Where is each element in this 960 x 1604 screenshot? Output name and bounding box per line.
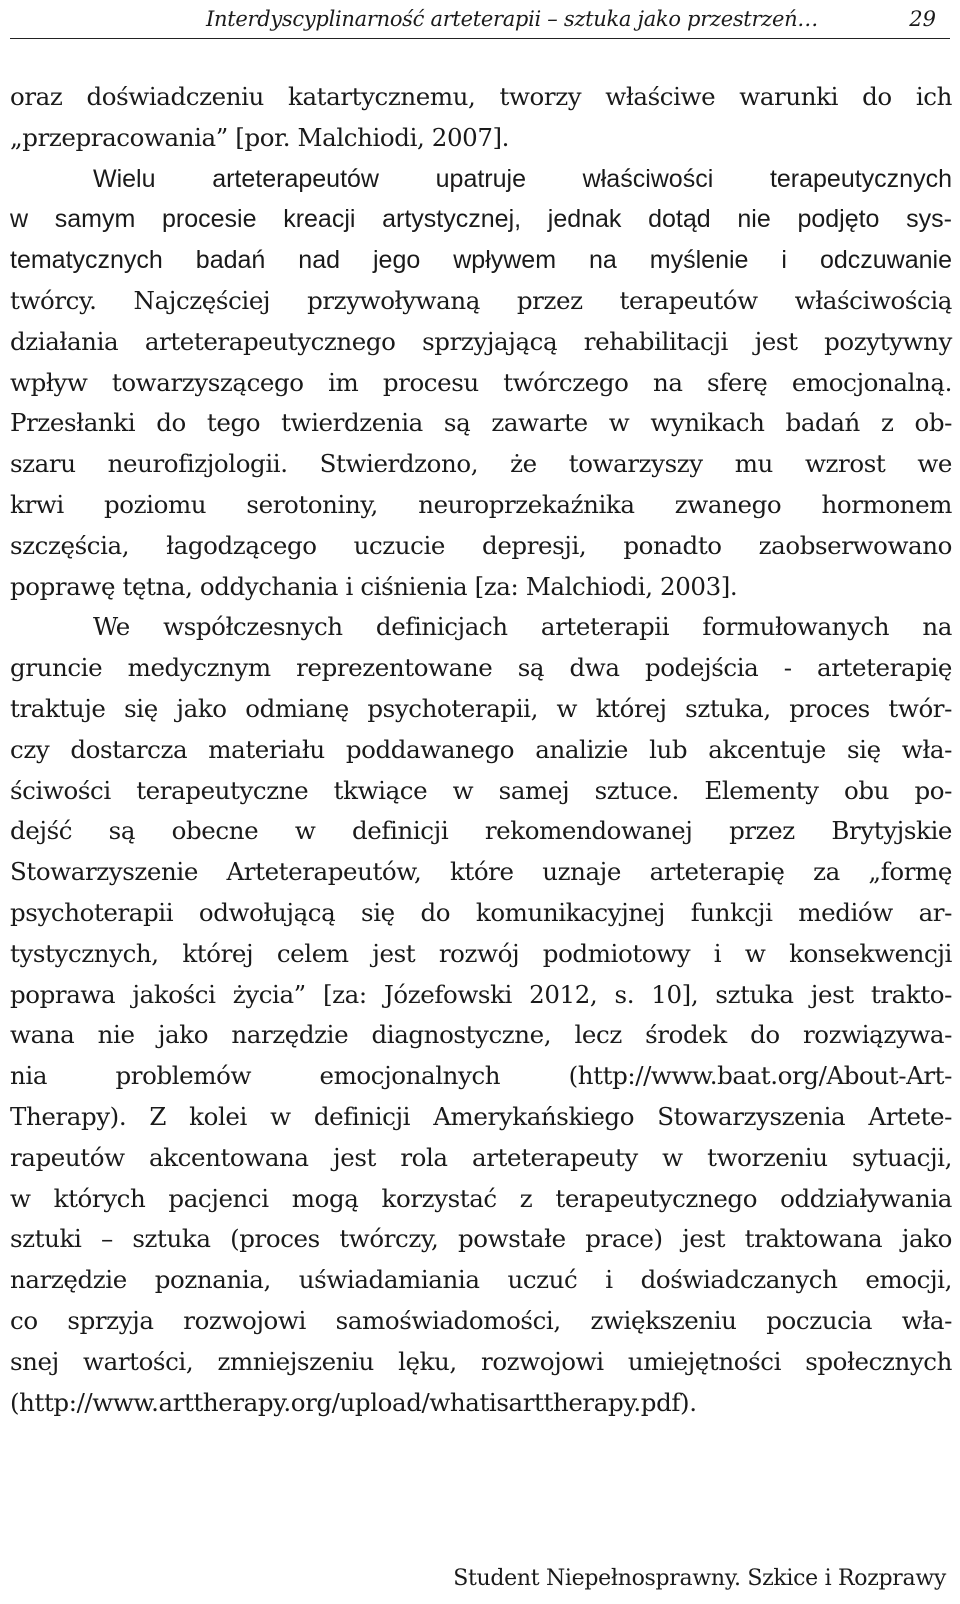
text-line: (http://www.arttherapy.org/upload/whatisarttherapy.pdf).	[10, 1387, 697, 1417]
text-line: wana nie jako narzędzie diagnostyczne, lecz środek do rozwiązywa-	[10, 1020, 952, 1050]
text-line: dejść są obecne w definicji rekomendowanej przez Brytyjskie	[10, 816, 952, 846]
text-line: tystycznych, której celem jest rozwój podmiotowy i w konsekwencji	[10, 938, 952, 968]
text-line: krwi poziomu serotoniny, neuroprzekaźnika zwanego hormonem	[10, 489, 952, 519]
text-line: czy dostarcza materiału poddawanego analizie lub akcentuje się wła-	[10, 734, 952, 764]
page-number: 29	[909, 7, 936, 31]
running-header	[10, 4, 950, 39]
text-line: w których pacjenci mogą korzystać z terapeutycznego oddziaływania	[10, 1183, 952, 1213]
text-line: działania arteterapeutycznego sprzyjającą rehabilitacji jest pozytywny	[10, 326, 952, 356]
paragraph-start-line: We współczesnych definicjach arteterapii formułowanych na	[93, 612, 952, 642]
text-line: Stowarzyszenie Arteterapeutów, które uznaje arteterapię za „formę	[10, 857, 952, 887]
text-line: twórcy. Najczęściej przywoływaną przez terapeutów właściwością	[10, 285, 952, 315]
text-line: rapeutów akcentowana jest rola arteterapeuty w tworzeniu sytuacji,	[10, 1142, 952, 1172]
text-line: poprawa jakości życia” [za: Józefowski 2012, s. 10], sztuka jest trakto-	[10, 979, 952, 1009]
text-line: Therapy). Z kolei w definicji Amerykańskiego Stowarzyszenia Artete-	[10, 1101, 952, 1131]
text-line: tematycznych badań nad jego wpływem na myślenie i odczuwanie	[10, 246, 952, 275]
text-line: traktuje się jako odmianę psychoterapii, w której sztuka, proces twór-	[10, 693, 952, 723]
text-line: ściwości terapeutyczne tkwiące w samej sztuce. Elementy obu po-	[10, 775, 952, 805]
body-text	[10, 77, 952, 1423]
text-line: co sprzyja rozwojowi samoświadomości, zwiększeniu poczucia wła-	[10, 1305, 952, 1335]
text-line: w samym procesie kreacji artystycznej, jednak dotąd nie podjęto sys-	[10, 205, 952, 234]
text-line: narzędzie poznania, uświadamiania uczuć i doświadczanych emocji,	[10, 1265, 952, 1295]
text-line: szczęścia, łagodzącego uczucie depresji, ponadto zaobserwowano	[10, 530, 952, 560]
text-line: gruncie medycznym reprezentowane są dwa podejścia - arteterapię	[10, 653, 952, 683]
text-line: szaru neurofizjologii. Stwierdzono, że towarzyszy mu wzrost we	[10, 449, 952, 479]
text-line: Przesłanki do tego twierdzenia są zawarte w wynikach badań z ob-	[10, 408, 952, 438]
paragraph-start-line: Wielu arteterapeutów upatruje właściwości terapeutycznych	[93, 164, 952, 193]
text-line: wpływ towarzyszącego im procesu twórczego na sferę emocjonalną.	[10, 367, 952, 397]
running-footer: Student Niepełnosprawny. Szkice i Rozprawy	[453, 1566, 946, 1591]
text-line: sztuki – sztuka (proces twórczy, powstałe prace) jest traktowana jako	[10, 1224, 952, 1254]
text-line: nia problemów emocjonalnych (http://www.baat.org/About-Art-	[10, 1061, 952, 1091]
text-line: poprawę tętna, oddychania i ciśnienia [za: Malchiodi, 2003].	[10, 571, 738, 601]
text-line: oraz doświadczeniu katartycznemu, tworzy właściwe warunki do ich	[10, 82, 952, 111]
text-line: snej wartości, zmniejszeniu lęku, rozwojowi umiejętności społecznych	[10, 1346, 952, 1376]
text-line: „przepracowania” [por. Malchiodi, 2007].	[10, 122, 510, 152]
running-header-title: Interdyscyplinarność arteterapii – sztuka jako przestrzeń…	[206, 7, 818, 31]
text-line: psychoterapii odwołującą się do komunikacyjnej funkcji mediów ar-	[10, 897, 952, 927]
